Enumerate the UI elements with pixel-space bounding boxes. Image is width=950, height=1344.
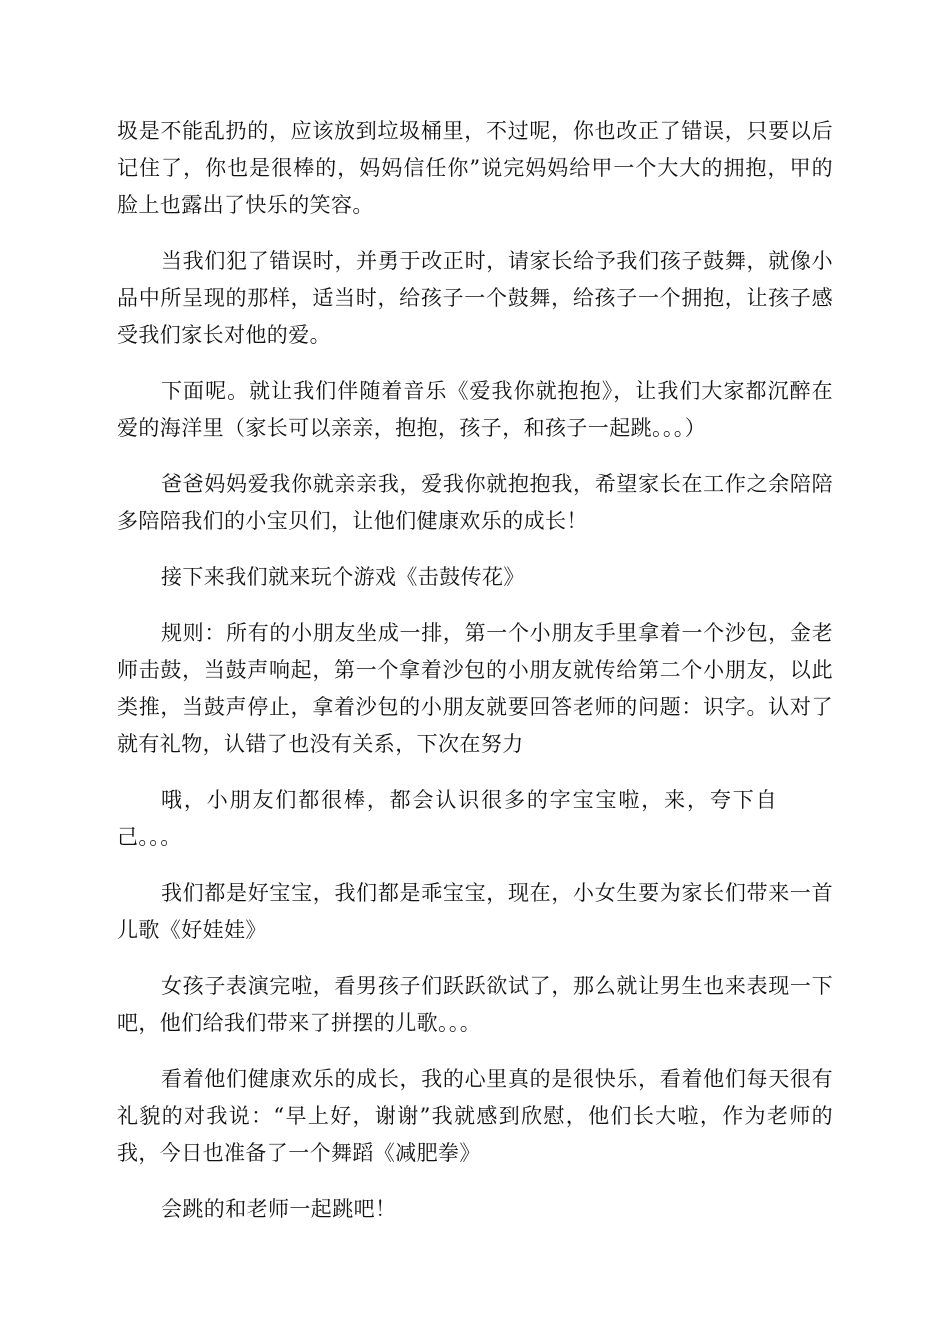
document-body bbox=[117, 113, 833, 1247]
paragraph-9: 女孩子表演完啦，看男孩子们跃跃欲试了，那么就让男生也来表现一下吧，他们给我们带来了拼摆的儿歌。。。 bbox=[117, 974, 833, 1035]
paragraph-1: 圾是不能乱扔的，应该放到垃圾桶里，不过呢，你也改正了错误，只要以后记住了，你也是很棒的，妈妈信任你”说完妈妈给甲一个大大的拥抱，甲的脸上也露出了快乐的笑容。 bbox=[117, 119, 833, 217]
paragraph-5: 接下来我们就来玩个游戏《击鼓传花》 bbox=[161, 565, 525, 589]
paragraph-2: 当我们犯了错误时，并勇于改正时，请家长给予我们孩子鼓舞，就像小品中所呈现的那样，适当时，给孩子一个鼓舞，给孩子一个拥抱，让孩子感受我们家长对他的爱。 bbox=[117, 249, 833, 347]
paragraph-6: 规则：所有的小朋友坐成一排，第一个小朋友手里拿着一个沙包，金老师击鼓，当鼓声响起，第一个拿着沙包的小朋友就传给第二个小朋友，以此类推，当鼓声停止，拿着沙包的小朋友就要回答老师的问题：识字。认对了就有礼物，认错了也没有关系，下次在努力 bbox=[117, 621, 833, 756]
paragraph-11: 会跳的和老师一起跳吧！ bbox=[161, 1197, 397, 1221]
paragraph-10: 看着他们健康欢乐的成长，我的心里真的是很快乐，看着他们每天很有礼貌的对我说：“早上好，谢谢”我就感到欣慰，他们长大啦，作为老师的我，今日也准备了一个舞蹈《减肥拳》 bbox=[117, 1067, 833, 1165]
paragraph-8: 我们都是好宝宝，我们都是乖宝宝，现在，小女生要为家长们带来一首儿歌《好娃娃》 bbox=[117, 881, 833, 942]
paragraph-3: 下面呢。就让我们伴随着音乐《爱我你就抱抱》，让我们大家都沉醉在爱的海洋里（家长可以亲亲，抱抱，孩子，和孩子一起跳。。。） bbox=[117, 379, 833, 440]
paragraph-7: 哦，小朋友们都很棒，都会认识很多的字宝宝啦，来，夸下自己。。。 bbox=[117, 788, 777, 849]
paragraph-4: 爸爸妈妈爱我你就亲亲我，爱我你就抱抱我，希望家长在工作之余陪陪多陪陪我们的小宝贝们，让他们健康欢乐的成长！ bbox=[117, 472, 833, 533]
